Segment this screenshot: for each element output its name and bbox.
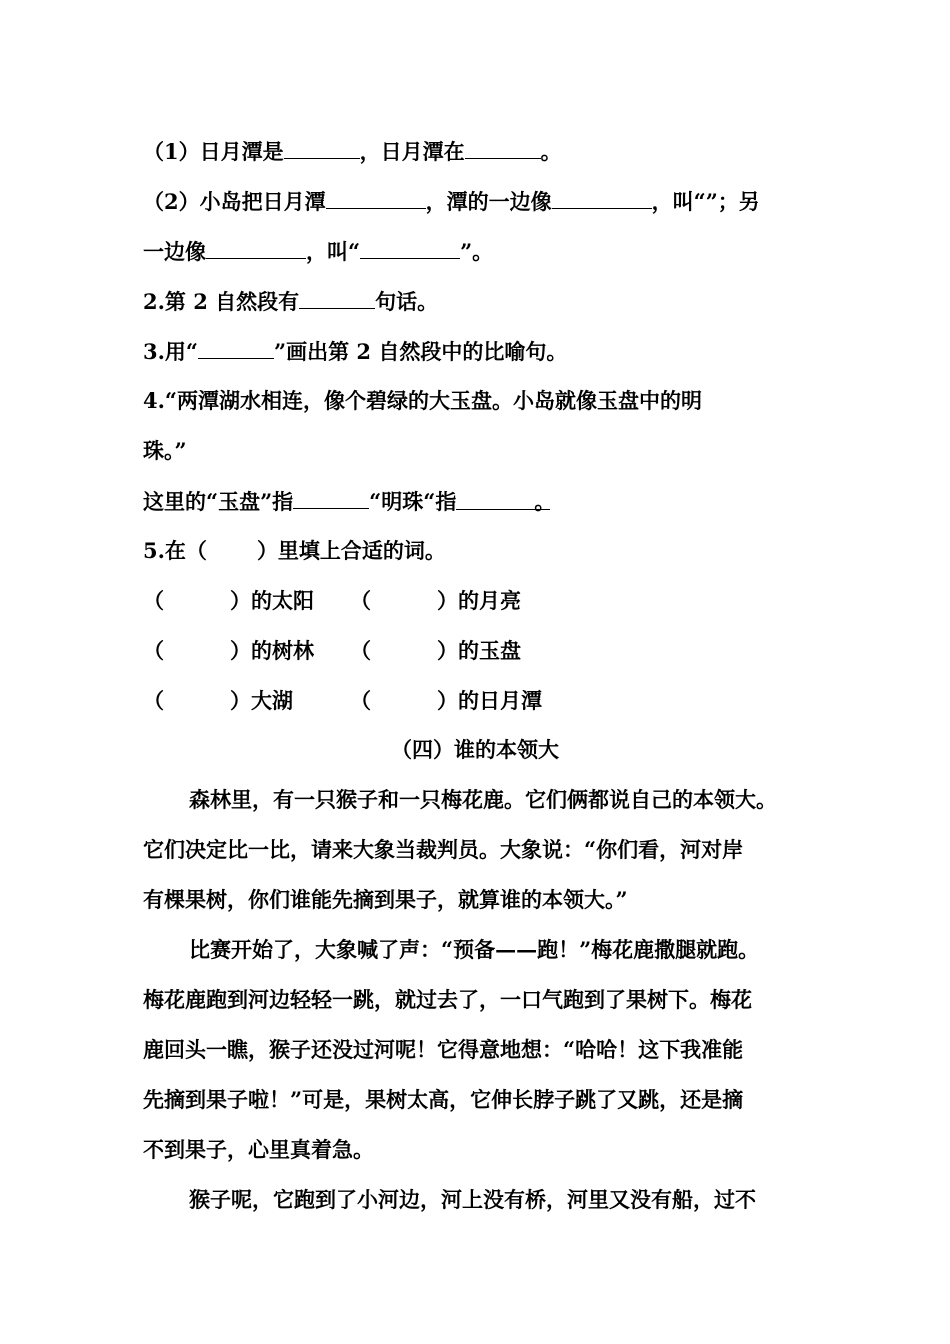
question-4-line-2: 珠。” xyxy=(143,438,187,463)
prompt-text: 句话。 xyxy=(375,289,439,314)
story-line-2: 它们决定比一比，请来大象当裁判员。大象说：“你们看，河对岸 xyxy=(143,837,744,862)
prompt-text: （2）小岛把日月潭 xyxy=(143,189,326,214)
question-3 xyxy=(143,336,567,367)
question-4-line-3 xyxy=(143,486,556,517)
story-line-1: 森林里，有一只猴子和一只梅花鹿。它们俩都说自己的本领大。 xyxy=(189,787,777,812)
answer-blank[interactable] xyxy=(360,236,460,259)
prompt-text: ，日月潭在 xyxy=(359,139,465,164)
question-1-item-2-line-2 xyxy=(143,236,493,267)
fill-row-2-left xyxy=(143,636,314,666)
story-line-5: 梅花鹿跑到河边轻轻一跳，就过去了，一口气跑到了果树下。梅花 xyxy=(143,987,752,1012)
fill-row-3-right xyxy=(350,686,542,716)
phrase-text: ）的月亮 xyxy=(437,588,521,613)
prompt-text: ）里填上合适的词。 xyxy=(256,538,446,563)
answer-blank[interactable] xyxy=(552,186,652,209)
fill-row-1-left xyxy=(143,586,314,616)
paren-open: （ xyxy=(350,688,371,713)
prompt-text: ，叫“ xyxy=(306,239,361,264)
paren-open: （ xyxy=(143,638,164,663)
story-line-6: 鹿回头一瞧，猴子还没过河呢！它得意地想：“哈哈！这下我准能 xyxy=(143,1037,744,1062)
answer-blank[interactable] xyxy=(326,186,426,209)
phrase-text: ）大湖 xyxy=(230,688,293,713)
prompt-text: “明珠“指 xyxy=(369,489,457,514)
fill-row-3-left xyxy=(143,686,293,716)
fill-row-1-right xyxy=(350,586,521,616)
question-5-title xyxy=(143,536,446,566)
question-1-item-2-line-1 xyxy=(143,186,760,217)
prompt-text: （1）日月潭是 xyxy=(143,139,284,164)
answer-blank[interactable] xyxy=(456,487,556,514)
prompt-text: 。 xyxy=(534,489,556,514)
story-line-9: 猴子呢，它跑到了小河边，河上没有桥，河里又没有船，过不 xyxy=(189,1187,756,1212)
answer-blank[interactable] xyxy=(284,136,360,159)
story-line-7: 先摘到果子啦！”可是，果树太高，它伸长脖子跳了又跳，还是摘 xyxy=(143,1087,744,1112)
fill-row-2-right xyxy=(350,636,521,666)
story-line-3: 有棵果树，你们谁能先摘到果子，就算谁的本领大。” xyxy=(143,887,628,912)
paren-open: （ xyxy=(350,588,371,613)
prompt-text: 。 xyxy=(540,139,562,164)
question-1-item-1 xyxy=(143,136,562,167)
answer-blank[interactable] xyxy=(198,336,274,359)
question-4-line-1: 4.“两潭湖水相连，像个碧绿的大玉盘。小岛就像玉盘中的明 xyxy=(143,388,702,413)
paren-open: （ xyxy=(143,688,164,713)
prompt-text: ，叫“”；另 xyxy=(651,189,760,214)
answer-blank[interactable] xyxy=(206,236,306,259)
phrase-text: ）的树林 xyxy=(230,638,314,663)
prompt-text: 2.第 2 自然段有 xyxy=(143,289,300,314)
prompt-text: 3.用“ xyxy=(143,339,199,364)
story-line-8: 不到果子，心里真着急。 xyxy=(143,1137,374,1162)
prompt-text: ”画出第 2 自然段中的比喻句。 xyxy=(274,339,568,364)
prompt-text: 这里的“玉盘”指 xyxy=(143,489,294,514)
prompt-text: 5.在（ xyxy=(143,538,207,563)
paren-open: （ xyxy=(143,588,164,613)
question-2 xyxy=(143,286,438,317)
story-line-4: 比赛开始了，大象喊了声：“预备——跑！”梅花鹿撒腿就跑。 xyxy=(189,937,760,962)
answer-blank[interactable] xyxy=(465,136,541,159)
prompt-text: 一边像 xyxy=(143,239,206,264)
answer-blank[interactable] xyxy=(299,286,375,309)
story-title: （四）谁的本领大 xyxy=(391,737,559,762)
prompt-text: ，潭的一边像 xyxy=(425,189,552,214)
phrase-text: ）的日月潭 xyxy=(437,688,542,713)
answer-blank[interactable] xyxy=(293,486,369,509)
paren-open: （ xyxy=(350,638,371,663)
prompt-text: ”。 xyxy=(460,239,494,264)
phrase-text: ）的玉盘 xyxy=(437,638,521,663)
phrase-text: ）的太阳 xyxy=(230,588,314,613)
